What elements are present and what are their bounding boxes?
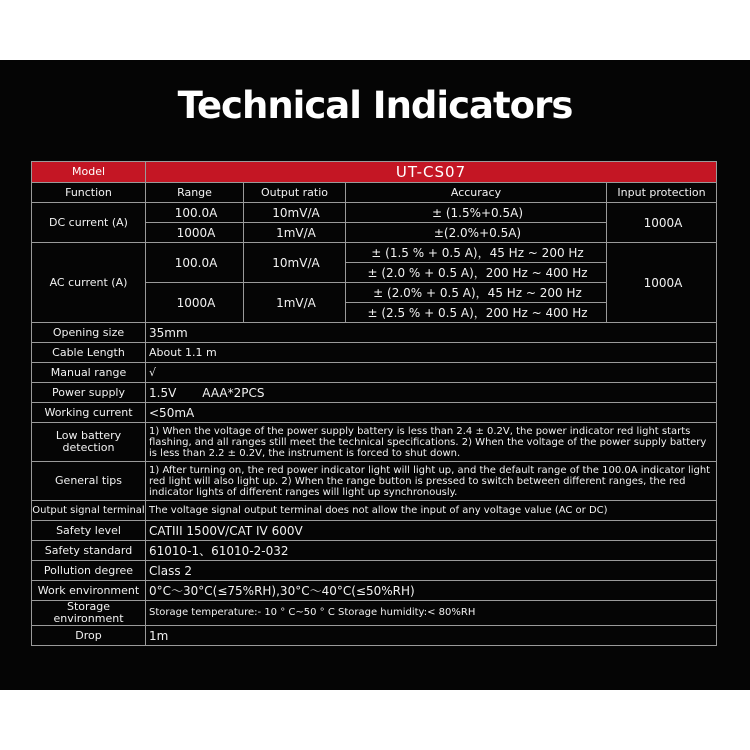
low-battery-row xyxy=(32,423,717,462)
manual-range-label: Manual range xyxy=(32,363,146,383)
opening-size-label: Opening size xyxy=(32,323,146,343)
work-environment-row xyxy=(32,581,717,601)
ac-ratio-1: 10mV/A xyxy=(244,243,346,283)
ac-protection: 1000A xyxy=(607,243,717,323)
model-value: UT-CS07 xyxy=(146,162,717,183)
ac-ratio-2: 1mV/A xyxy=(244,283,346,323)
low-battery-label-line1: Low battery xyxy=(55,429,122,442)
spec-table xyxy=(31,161,717,646)
safety-standard-value: 61010-1、61010-2-032 xyxy=(146,541,717,561)
power-supply-battery: AAA*2PCS xyxy=(202,385,265,400)
drop-row xyxy=(32,626,717,646)
storage-environment-row xyxy=(32,601,717,626)
ac-accuracy-2a: ± (2.0% + 0.5 A)，45 Hz ~ 200 Hz xyxy=(346,283,607,303)
dc-range-1: 100.0A xyxy=(146,203,244,223)
low-battery-label xyxy=(32,423,146,462)
pollution-degree-label: Pollution degree xyxy=(32,561,146,581)
pollution-degree-value: Class 2 xyxy=(146,561,717,581)
power-supply-value xyxy=(146,383,717,403)
safety-standard-label: Safety standard xyxy=(32,541,146,561)
accuracy-header: Accuracy xyxy=(346,183,607,203)
safety-standard-row xyxy=(32,541,717,561)
drop-value: 1m xyxy=(146,626,717,646)
dc-current-label: DC current (A) xyxy=(32,203,146,243)
column-header-row xyxy=(32,183,717,203)
ac-accuracy-2b: ± (2.5 % + 0.5 A)，200 Hz ~ 400 Hz xyxy=(346,303,607,323)
opening-size-value: 35mm xyxy=(146,323,717,343)
general-tips-row xyxy=(32,462,717,501)
input-protection-header: Input protection xyxy=(607,183,717,203)
general-tips-value: 1) After turning on, the red power indicator light will light up, and the default range of the 100.0A indicator light red light will also light up. 2) When the range button is pressed to switch between different ranges, the red indicator lights of different ranges will light up synchronously. xyxy=(146,462,717,501)
opening-size-row xyxy=(32,323,717,343)
power-supply-row xyxy=(32,383,717,403)
dc-row-1 xyxy=(32,203,717,223)
working-current-label: Working current xyxy=(32,403,146,423)
model-row xyxy=(32,162,717,183)
output-signal-label: Output signal terminal xyxy=(32,501,146,521)
dc-accuracy-2: ±(2.0%+0.5A) xyxy=(346,223,607,243)
cable-length-row xyxy=(32,343,717,363)
cable-length-value: About 1.1 m xyxy=(146,343,717,363)
storage-environment-label: Storage environment xyxy=(32,601,146,626)
ac-accuracy-1a: ± (1.5 % + 0.5 A)，45 Hz ~ 200 Hz xyxy=(346,243,607,263)
low-battery-value: 1) When the voltage of the power supply battery is less than 2.4 ± 0.2V, the power indicator red light starts flashing, and all ranges still meet the technical specifications. 2) When the voltage of the power supply battery is less than 2.2 ± 0.2V, the instrument is forced to shut down. xyxy=(146,423,717,462)
output-signal-row xyxy=(32,501,717,521)
drop-label: Drop xyxy=(32,626,146,646)
ac-accuracy-1b: ± (2.0 % + 0.5 A)，200 Hz ~ 400 Hz xyxy=(346,263,607,283)
ac-row-1 xyxy=(32,243,717,263)
pollution-degree-row xyxy=(32,561,717,581)
output-ratio-header: Output ratio xyxy=(244,183,346,203)
working-current-row xyxy=(32,403,717,423)
range-header: Range xyxy=(146,183,244,203)
dc-ratio-2: 1mV/A xyxy=(244,223,346,243)
work-environment-label: Work environment xyxy=(32,581,146,601)
storage-environment-value: Storage temperature:- 10 ° C~50 ° C Storage humidity:< 80%RH xyxy=(146,601,717,626)
work-environment-value: 0°C～30°C(≤75%RH),30°C～40°C(≤50%RH) xyxy=(146,581,717,601)
safety-level-value: CATIII 1500V/CAT IV 600V xyxy=(146,521,717,541)
cable-length-label: Cable Length xyxy=(32,343,146,363)
safety-level-row xyxy=(32,521,717,541)
ac-range-1: 100.0A xyxy=(146,243,244,283)
ac-current-label: AC current (A) xyxy=(32,243,146,323)
page-title: Technical Indicators xyxy=(177,84,573,127)
dc-range-2: 1000A xyxy=(146,223,244,243)
power-supply-voltage: 1.5V xyxy=(149,385,177,400)
safety-level-label: Safety level xyxy=(32,521,146,541)
dc-ratio-1: 10mV/A xyxy=(244,203,346,223)
general-tips-label: General tips xyxy=(32,462,146,501)
dc-accuracy-1: ± (1.5%+0.5A) xyxy=(346,203,607,223)
dc-protection: 1000A xyxy=(607,203,717,243)
manual-range-value: √ xyxy=(146,363,717,383)
ac-range-2: 1000A xyxy=(146,283,244,323)
working-current-value: <50mA xyxy=(146,403,717,423)
model-label: Model xyxy=(32,162,146,183)
low-battery-label-line2: detection xyxy=(62,441,115,454)
power-supply-label: Power supply xyxy=(32,383,146,403)
manual-range-row xyxy=(32,363,717,383)
output-signal-value: The voltage signal output terminal does not allow the input of any voltage value (AC or DC) xyxy=(146,501,717,521)
function-header: Function xyxy=(32,183,146,203)
